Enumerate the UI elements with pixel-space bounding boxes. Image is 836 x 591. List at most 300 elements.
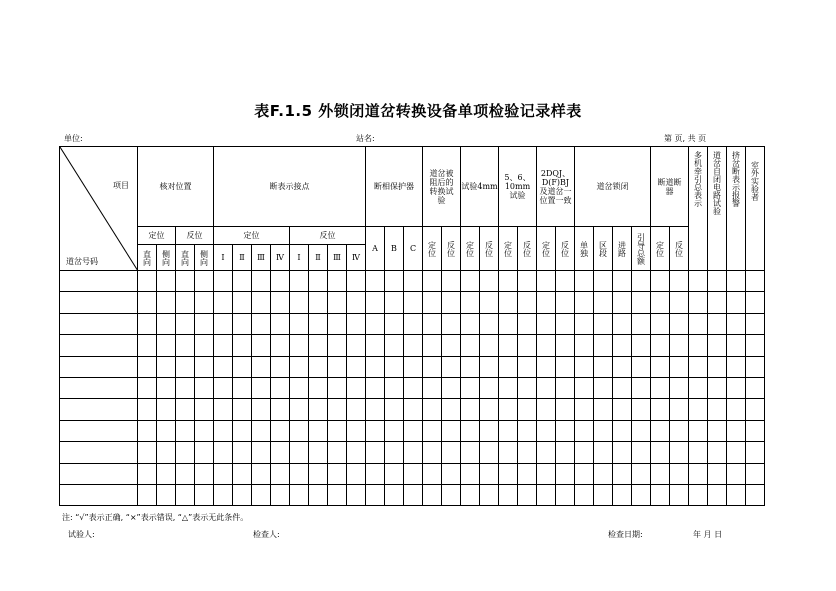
record-cell[interactable]: [233, 377, 252, 398]
record-cell[interactable]: [404, 292, 423, 313]
record-cell[interactable]: [385, 313, 404, 334]
record-cell[interactable]: [442, 420, 461, 441]
record-cell[interactable]: [328, 463, 347, 484]
record-cell[interactable]: [290, 271, 309, 292]
record-cell[interactable]: [556, 271, 575, 292]
record-cell[interactable]: [385, 292, 404, 313]
record-cell[interactable]: [252, 484, 271, 505]
record-cell[interactable]: [442, 313, 461, 334]
record-cell[interactable]: [404, 420, 423, 441]
record-cell[interactable]: [689, 420, 708, 441]
record-cell[interactable]: [518, 271, 537, 292]
record-cell[interactable]: [347, 442, 366, 463]
record-cell[interactable]: [537, 377, 556, 398]
record-cell[interactable]: [499, 292, 518, 313]
record-cell[interactable]: [271, 399, 290, 420]
record-cell[interactable]: [499, 399, 518, 420]
record-cell[interactable]: [138, 335, 157, 356]
record-cell[interactable]: [214, 442, 233, 463]
record-cell[interactable]: [138, 356, 157, 377]
record-cell[interactable]: [499, 313, 518, 334]
record-cell[interactable]: [689, 442, 708, 463]
record-cell[interactable]: [404, 313, 423, 334]
record-cell[interactable]: [252, 420, 271, 441]
record-cell[interactable]: [537, 463, 556, 484]
record-cell[interactable]: [461, 442, 480, 463]
record-cell[interactable]: [309, 420, 328, 441]
record-cell[interactable]: [727, 377, 746, 398]
record-cell[interactable]: [271, 377, 290, 398]
record-cell[interactable]: [214, 292, 233, 313]
record-cell[interactable]: [461, 271, 480, 292]
record-cell[interactable]: [613, 420, 632, 441]
record-cell[interactable]: [689, 377, 708, 398]
record-cell[interactable]: [575, 292, 594, 313]
record-cell[interactable]: [309, 484, 328, 505]
record-cell[interactable]: [404, 442, 423, 463]
record-cell[interactable]: [594, 271, 613, 292]
record-cell[interactable]: [176, 292, 195, 313]
record-cell[interactable]: [157, 356, 176, 377]
record-cell[interactable]: [689, 356, 708, 377]
record-cell[interactable]: [594, 313, 613, 334]
record-cell[interactable]: [423, 292, 442, 313]
record-cell[interactable]: [195, 442, 214, 463]
record-cell[interactable]: [157, 313, 176, 334]
record-cell[interactable]: [347, 356, 366, 377]
record-cell[interactable]: [670, 442, 689, 463]
record-cell[interactable]: [746, 420, 765, 441]
record-cell[interactable]: [214, 271, 233, 292]
record-cell[interactable]: [233, 484, 252, 505]
record-cell[interactable]: [290, 442, 309, 463]
record-cell[interactable]: [480, 356, 499, 377]
record-cell[interactable]: [480, 313, 499, 334]
record-cell[interactable]: [556, 292, 575, 313]
record-cell[interactable]: [708, 399, 727, 420]
record-cell[interactable]: [328, 442, 347, 463]
record-cell[interactable]: [195, 484, 214, 505]
turnout-number-cell[interactable]: [60, 335, 138, 356]
record-cell[interactable]: [442, 356, 461, 377]
record-cell[interactable]: [670, 292, 689, 313]
record-cell[interactable]: [556, 377, 575, 398]
record-cell[interactable]: [157, 399, 176, 420]
record-cell[interactable]: [651, 442, 670, 463]
record-cell[interactable]: [499, 356, 518, 377]
record-cell[interactable]: [309, 442, 328, 463]
record-cell[interactable]: [613, 356, 632, 377]
record-cell[interactable]: [366, 420, 385, 441]
record-cell[interactable]: [423, 356, 442, 377]
record-cell[interactable]: [727, 463, 746, 484]
record-cell[interactable]: [366, 399, 385, 420]
record-cell[interactable]: [385, 335, 404, 356]
record-cell[interactable]: [328, 399, 347, 420]
turnout-number-cell[interactable]: [60, 271, 138, 292]
record-cell[interactable]: [309, 399, 328, 420]
record-cell[interactable]: [271, 335, 290, 356]
record-cell[interactable]: [195, 377, 214, 398]
record-cell[interactable]: [157, 463, 176, 484]
record-cell[interactable]: [613, 313, 632, 334]
record-cell[interactable]: [708, 442, 727, 463]
record-cell[interactable]: [670, 356, 689, 377]
record-cell[interactable]: [309, 335, 328, 356]
record-cell[interactable]: [632, 313, 651, 334]
record-cell[interactable]: [480, 399, 499, 420]
record-cell[interactable]: [423, 463, 442, 484]
record-cell[interactable]: [385, 484, 404, 505]
record-cell[interactable]: [708, 484, 727, 505]
record-cell[interactable]: [366, 463, 385, 484]
record-cell[interactable]: [708, 271, 727, 292]
record-cell[interactable]: [442, 399, 461, 420]
record-cell[interactable]: [309, 356, 328, 377]
record-cell[interactable]: [195, 292, 214, 313]
record-cell[interactable]: [423, 399, 442, 420]
record-cell[interactable]: [461, 313, 480, 334]
record-cell[interactable]: [252, 377, 271, 398]
record-cell[interactable]: [556, 463, 575, 484]
record-cell[interactable]: [252, 292, 271, 313]
record-cell[interactable]: [385, 463, 404, 484]
record-cell[interactable]: [461, 463, 480, 484]
record-cell[interactable]: [385, 420, 404, 441]
record-cell[interactable]: [252, 313, 271, 334]
record-cell[interactable]: [518, 335, 537, 356]
record-cell[interactable]: [138, 271, 157, 292]
record-cell[interactable]: [537, 484, 556, 505]
record-cell[interactable]: [195, 420, 214, 441]
record-cell[interactable]: [176, 335, 195, 356]
record-cell[interactable]: [594, 377, 613, 398]
record-cell[interactable]: [214, 399, 233, 420]
record-cell[interactable]: [708, 377, 727, 398]
record-cell[interactable]: [195, 356, 214, 377]
record-cell[interactable]: [556, 313, 575, 334]
record-cell[interactable]: [746, 463, 765, 484]
record-cell[interactable]: [575, 335, 594, 356]
record-cell[interactable]: [746, 356, 765, 377]
record-cell[interactable]: [271, 463, 290, 484]
record-cell[interactable]: [442, 463, 461, 484]
record-cell[interactable]: [727, 442, 746, 463]
record-cell[interactable]: [233, 356, 252, 377]
record-cell[interactable]: [632, 335, 651, 356]
record-cell[interactable]: [233, 463, 252, 484]
record-cell[interactable]: [594, 292, 613, 313]
record-cell[interactable]: [176, 377, 195, 398]
record-cell[interactable]: [613, 271, 632, 292]
record-cell[interactable]: [252, 399, 271, 420]
record-cell[interactable]: [727, 399, 746, 420]
record-cell[interactable]: [689, 399, 708, 420]
record-cell[interactable]: [157, 484, 176, 505]
record-cell[interactable]: [461, 420, 480, 441]
record-cell[interactable]: [499, 420, 518, 441]
record-cell[interactable]: [537, 356, 556, 377]
record-cell[interactable]: [157, 271, 176, 292]
record-cell[interactable]: [651, 377, 670, 398]
record-cell[interactable]: [727, 484, 746, 505]
record-cell[interactable]: [537, 399, 556, 420]
turnout-number-cell[interactable]: [60, 356, 138, 377]
record-cell[interactable]: [518, 292, 537, 313]
record-cell[interactable]: [423, 271, 442, 292]
record-cell[interactable]: [461, 377, 480, 398]
record-cell[interactable]: [727, 335, 746, 356]
record-cell[interactable]: [442, 335, 461, 356]
record-cell[interactable]: [670, 377, 689, 398]
record-cell[interactable]: [423, 313, 442, 334]
record-cell[interactable]: [651, 356, 670, 377]
record-cell[interactable]: [271, 271, 290, 292]
record-cell[interactable]: [404, 377, 423, 398]
record-cell[interactable]: [214, 335, 233, 356]
record-cell[interactable]: [575, 399, 594, 420]
record-cell[interactable]: [176, 313, 195, 334]
record-cell[interactable]: [442, 271, 461, 292]
record-cell[interactable]: [157, 420, 176, 441]
record-cell[interactable]: [480, 292, 499, 313]
record-cell[interactable]: [480, 271, 499, 292]
record-cell[interactable]: [233, 399, 252, 420]
record-cell[interactable]: [328, 313, 347, 334]
record-cell[interactable]: [195, 271, 214, 292]
record-cell[interactable]: [290, 356, 309, 377]
record-cell[interactable]: [689, 292, 708, 313]
record-cell[interactable]: [499, 271, 518, 292]
record-cell[interactable]: [290, 484, 309, 505]
record-cell[interactable]: [746, 292, 765, 313]
record-cell[interactable]: [499, 484, 518, 505]
record-cell[interactable]: [138, 442, 157, 463]
record-cell[interactable]: [708, 356, 727, 377]
record-cell[interactable]: [290, 292, 309, 313]
record-cell[interactable]: [727, 420, 746, 441]
record-cell[interactable]: [271, 356, 290, 377]
record-cell[interactable]: [195, 399, 214, 420]
turnout-number-cell[interactable]: [60, 442, 138, 463]
record-cell[interactable]: [461, 399, 480, 420]
record-cell[interactable]: [613, 442, 632, 463]
record-cell[interactable]: [689, 313, 708, 334]
record-cell[interactable]: [176, 356, 195, 377]
record-cell[interactable]: [480, 484, 499, 505]
record-cell[interactable]: [651, 271, 670, 292]
record-cell[interactable]: [499, 335, 518, 356]
record-cell[interactable]: [651, 335, 670, 356]
record-cell[interactable]: [575, 463, 594, 484]
record-cell[interactable]: [461, 356, 480, 377]
record-cell[interactable]: [309, 313, 328, 334]
record-cell[interactable]: [290, 399, 309, 420]
record-cell[interactable]: [138, 463, 157, 484]
record-cell[interactable]: [385, 356, 404, 377]
record-cell[interactable]: [290, 420, 309, 441]
record-cell[interactable]: [214, 420, 233, 441]
record-cell[interactable]: [518, 399, 537, 420]
record-cell[interactable]: [385, 442, 404, 463]
record-cell[interactable]: [537, 313, 556, 334]
record-cell[interactable]: [594, 442, 613, 463]
record-cell[interactable]: [499, 442, 518, 463]
record-cell[interactable]: [157, 377, 176, 398]
record-cell[interactable]: [594, 420, 613, 441]
record-cell[interactable]: [214, 463, 233, 484]
record-cell[interactable]: [670, 484, 689, 505]
record-cell[interactable]: [328, 484, 347, 505]
record-cell[interactable]: [613, 335, 632, 356]
record-cell[interactable]: [252, 463, 271, 484]
record-cell[interactable]: [613, 377, 632, 398]
record-cell[interactable]: [366, 271, 385, 292]
record-cell[interactable]: [214, 484, 233, 505]
record-cell[interactable]: [271, 313, 290, 334]
record-cell[interactable]: [651, 420, 670, 441]
record-cell[interactable]: [404, 463, 423, 484]
record-cell[interactable]: [727, 292, 746, 313]
record-cell[interactable]: [518, 442, 537, 463]
record-cell[interactable]: [423, 442, 442, 463]
record-cell[interactable]: [537, 420, 556, 441]
record-cell[interactable]: [480, 420, 499, 441]
record-cell[interactable]: [423, 377, 442, 398]
record-cell[interactable]: [556, 356, 575, 377]
record-cell[interactable]: [328, 377, 347, 398]
record-cell[interactable]: [157, 442, 176, 463]
record-cell[interactable]: [670, 463, 689, 484]
record-cell[interactable]: [746, 335, 765, 356]
record-cell[interactable]: [385, 271, 404, 292]
record-cell[interactable]: [347, 335, 366, 356]
record-cell[interactable]: [537, 271, 556, 292]
record-cell[interactable]: [157, 335, 176, 356]
record-cell[interactable]: [328, 271, 347, 292]
record-cell[interactable]: [366, 335, 385, 356]
record-cell[interactable]: [176, 484, 195, 505]
record-cell[interactable]: [328, 356, 347, 377]
record-cell[interactable]: [746, 313, 765, 334]
record-cell[interactable]: [290, 335, 309, 356]
record-cell[interactable]: [746, 399, 765, 420]
record-cell[interactable]: [328, 420, 347, 441]
record-cell[interactable]: [366, 356, 385, 377]
record-cell[interactable]: [575, 271, 594, 292]
record-cell[interactable]: [214, 313, 233, 334]
record-cell[interactable]: [670, 399, 689, 420]
record-cell[interactable]: [651, 463, 670, 484]
record-cell[interactable]: [556, 484, 575, 505]
record-cell[interactable]: [176, 271, 195, 292]
record-cell[interactable]: [347, 463, 366, 484]
record-cell[interactable]: [271, 292, 290, 313]
turnout-number-cell[interactable]: [60, 292, 138, 313]
record-cell[interactable]: [670, 420, 689, 441]
record-cell[interactable]: [613, 484, 632, 505]
record-cell[interactable]: [252, 335, 271, 356]
record-cell[interactable]: [328, 292, 347, 313]
record-cell[interactable]: [518, 356, 537, 377]
record-cell[interactable]: [138, 377, 157, 398]
record-cell[interactable]: [518, 377, 537, 398]
record-cell[interactable]: [195, 313, 214, 334]
record-cell[interactable]: [138, 484, 157, 505]
record-cell[interactable]: [632, 292, 651, 313]
turnout-number-cell[interactable]: [60, 399, 138, 420]
record-cell[interactable]: [632, 463, 651, 484]
record-cell[interactable]: [271, 420, 290, 441]
record-cell[interactable]: [575, 356, 594, 377]
record-cell[interactable]: [442, 292, 461, 313]
record-cell[interactable]: [499, 463, 518, 484]
record-cell[interactable]: [594, 463, 613, 484]
record-cell[interactable]: [347, 377, 366, 398]
record-cell[interactable]: [746, 377, 765, 398]
record-cell[interactable]: [309, 292, 328, 313]
record-cell[interactable]: [290, 463, 309, 484]
record-cell[interactable]: [195, 463, 214, 484]
record-cell[interactable]: [708, 463, 727, 484]
record-cell[interactable]: [708, 292, 727, 313]
record-cell[interactable]: [480, 377, 499, 398]
record-cell[interactable]: [328, 335, 347, 356]
record-cell[interactable]: [233, 271, 252, 292]
record-cell[interactable]: [518, 484, 537, 505]
record-cell[interactable]: [594, 335, 613, 356]
record-cell[interactable]: [670, 335, 689, 356]
record-cell[interactable]: [708, 420, 727, 441]
record-cell[interactable]: [518, 420, 537, 441]
record-cell[interactable]: [537, 442, 556, 463]
record-cell[interactable]: [575, 484, 594, 505]
record-cell[interactable]: [176, 463, 195, 484]
record-cell[interactable]: [309, 271, 328, 292]
record-cell[interactable]: [480, 335, 499, 356]
record-cell[interactable]: [632, 484, 651, 505]
record-cell[interactable]: [518, 463, 537, 484]
record-cell[interactable]: [651, 292, 670, 313]
record-cell[interactable]: [632, 399, 651, 420]
record-cell[interactable]: [271, 442, 290, 463]
record-cell[interactable]: [613, 399, 632, 420]
record-cell[interactable]: [613, 292, 632, 313]
record-cell[interactable]: [347, 420, 366, 441]
record-cell[interactable]: [518, 313, 537, 334]
record-cell[interactable]: [575, 420, 594, 441]
record-cell[interactable]: [632, 442, 651, 463]
turnout-number-cell[interactable]: [60, 313, 138, 334]
record-cell[interactable]: [157, 292, 176, 313]
record-cell[interactable]: [195, 335, 214, 356]
record-cell[interactable]: [480, 463, 499, 484]
record-cell[interactable]: [727, 271, 746, 292]
record-cell[interactable]: [366, 313, 385, 334]
record-cell[interactable]: [385, 399, 404, 420]
record-cell[interactable]: [689, 463, 708, 484]
record-cell[interactable]: [366, 484, 385, 505]
record-cell[interactable]: [233, 313, 252, 334]
turnout-number-cell[interactable]: [60, 463, 138, 484]
turnout-number-cell[interactable]: [60, 377, 138, 398]
record-cell[interactable]: [366, 442, 385, 463]
record-cell[interactable]: [214, 377, 233, 398]
record-cell[interactable]: [594, 399, 613, 420]
record-cell[interactable]: [176, 420, 195, 441]
record-cell[interactable]: [138, 420, 157, 441]
record-cell[interactable]: [651, 399, 670, 420]
